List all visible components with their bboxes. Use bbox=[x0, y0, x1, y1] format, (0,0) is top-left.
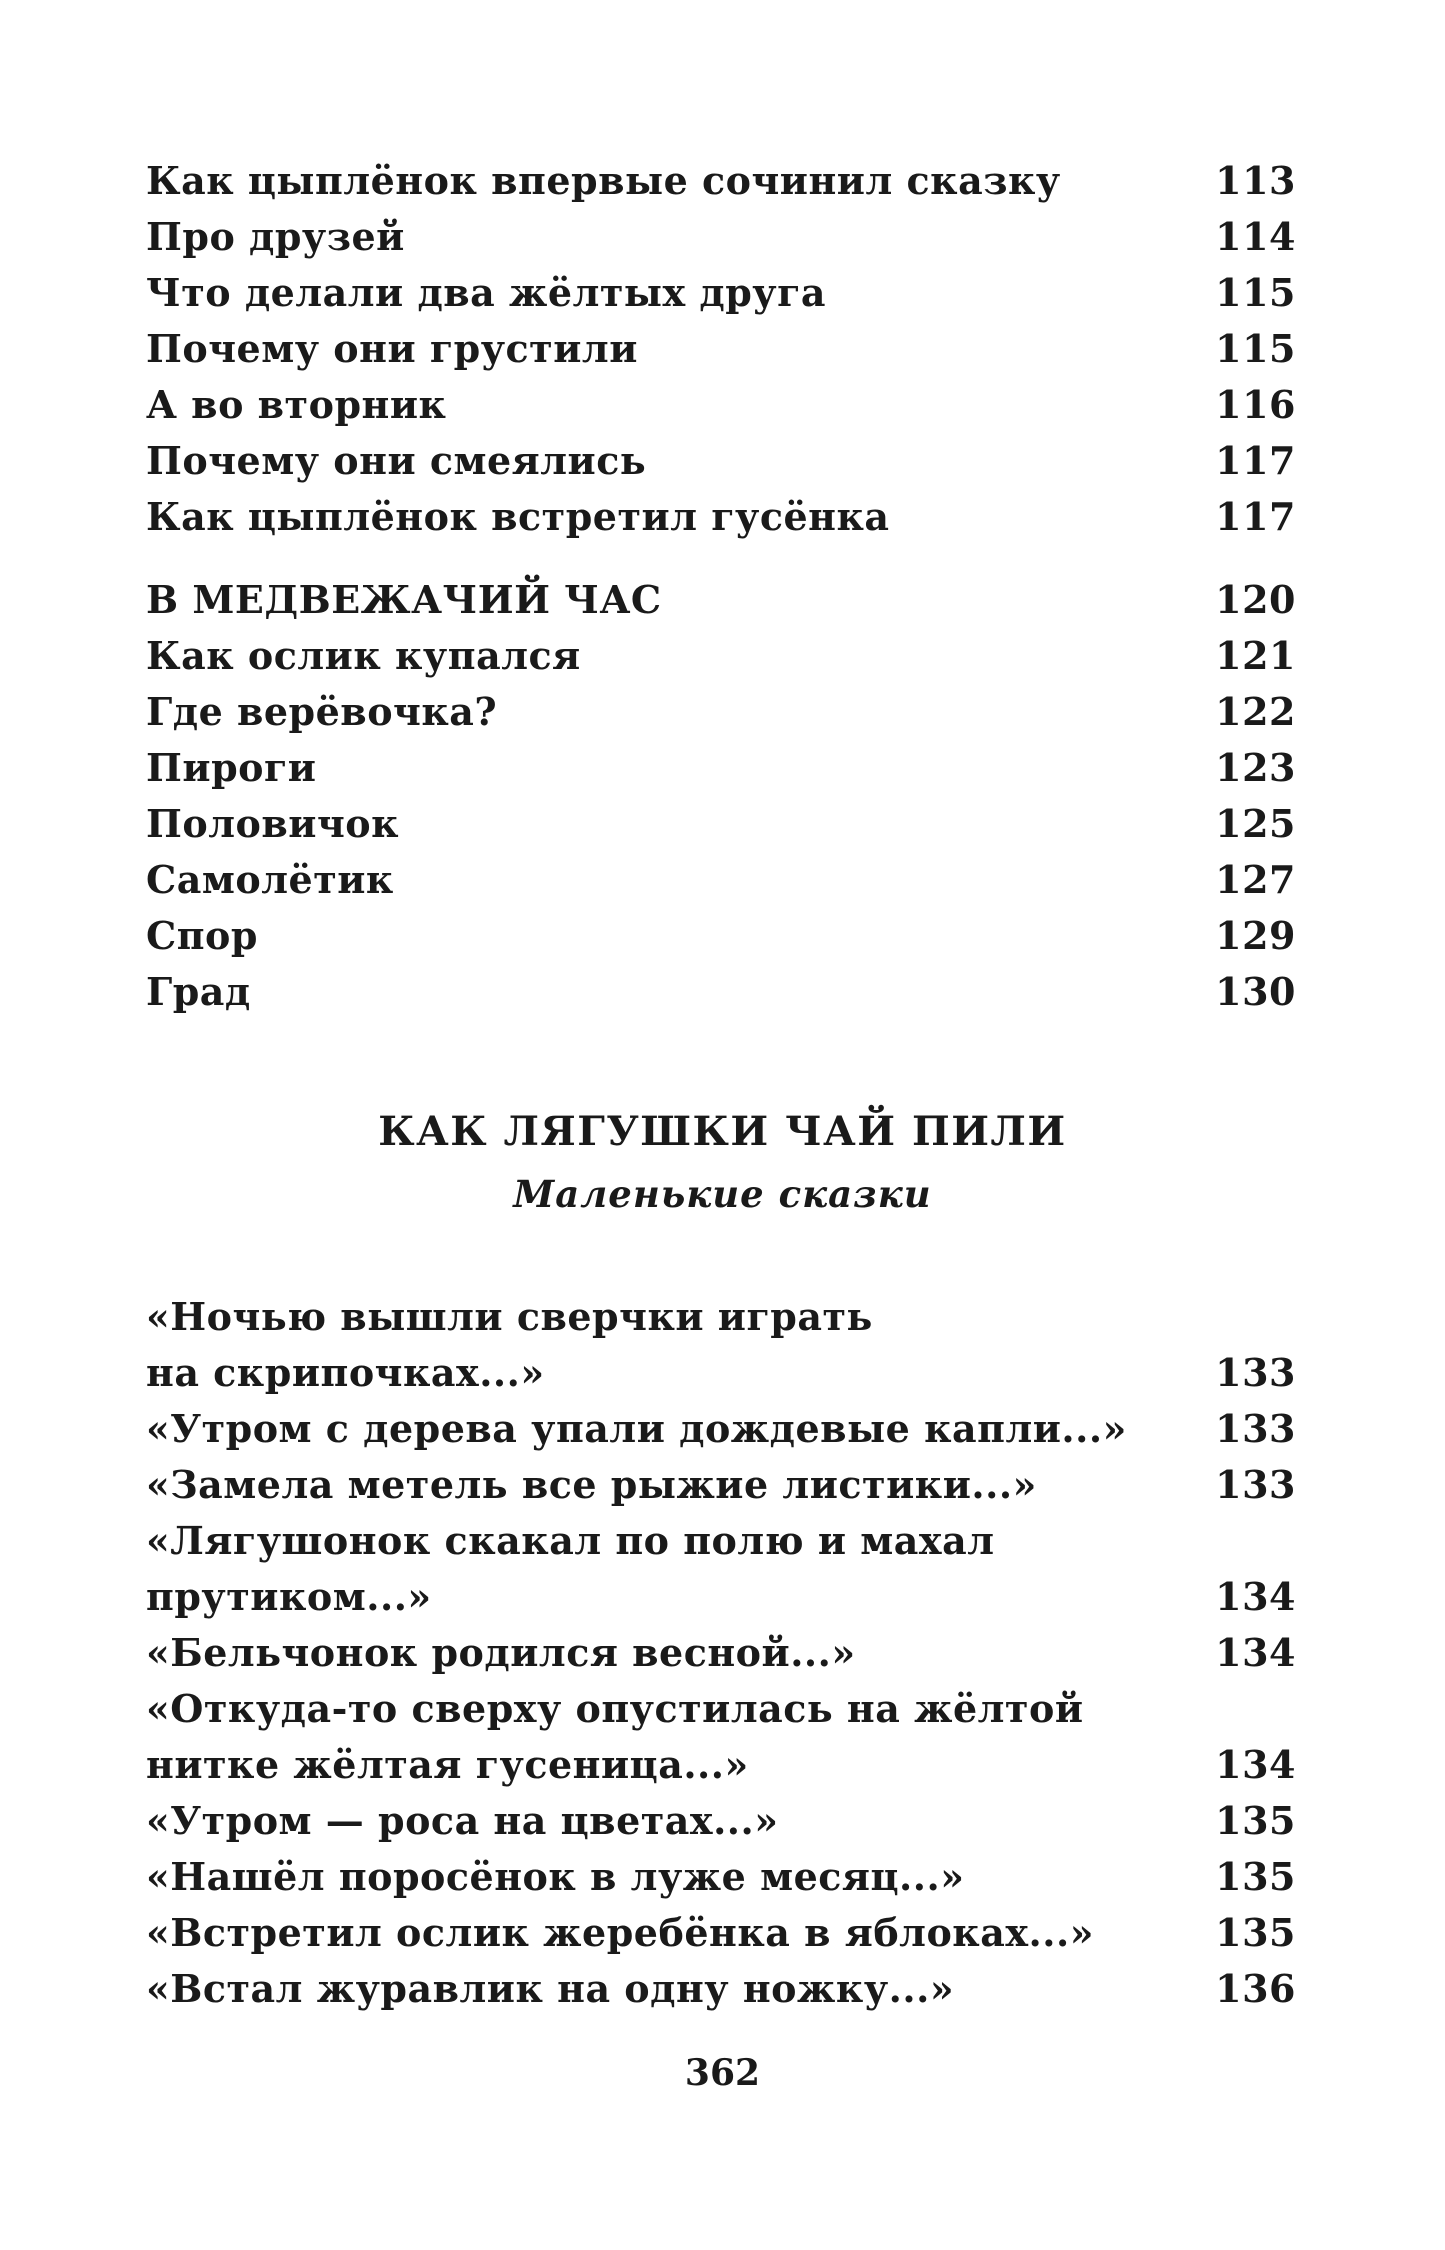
toc-entry-title: Где верёвочка? bbox=[146, 689, 498, 734]
toc-entry bbox=[146, 489, 1296, 545]
toc-entry-page: 123 bbox=[1215, 745, 1296, 790]
toc-entry-title: «Нашёл поросёнок в луже месяц...» bbox=[146, 1854, 965, 1899]
toc-entry-title: на скрипочках...» bbox=[146, 1350, 545, 1395]
toc-entry-page: 134 bbox=[1215, 1742, 1296, 1787]
toc-entry bbox=[146, 153, 1296, 209]
section-title: КАК ЛЯГУШКИ ЧАЙ ПИЛИ bbox=[378, 1108, 1067, 1155]
toc-entry-page: 120 bbox=[1215, 577, 1296, 622]
toc-entry-page: 130 bbox=[1215, 969, 1296, 1014]
toc-entry-title: Что делали два жёлтых друга bbox=[146, 270, 827, 315]
toc-entry-title: Спор bbox=[146, 913, 258, 958]
toc-entry-title: «Замела метель все рыжие листики...» bbox=[146, 1462, 1037, 1507]
toc-entry-page: 115 bbox=[1215, 270, 1296, 315]
toc-entry bbox=[146, 852, 1296, 908]
toc-entry bbox=[146, 209, 1296, 265]
toc-entry bbox=[146, 1737, 1296, 1793]
toc-entry-title: нитке жёлтая гусеница...» bbox=[146, 1742, 749, 1787]
section-subtitle: Маленькие сказки bbox=[513, 1172, 932, 1216]
toc-entry-title: «Встал журавлик на одну ножку...» bbox=[146, 1966, 955, 2011]
toc-entry bbox=[146, 1457, 1296, 1513]
toc-entry bbox=[146, 1569, 1296, 1625]
toc-entry-title: Самолётик bbox=[146, 857, 394, 902]
toc-entry bbox=[146, 628, 1296, 684]
toc-entry bbox=[146, 1849, 1296, 1905]
toc-entry-page: 134 bbox=[1215, 1574, 1296, 1619]
toc-entry bbox=[146, 684, 1296, 740]
toc-entry-page: 133 bbox=[1215, 1350, 1296, 1395]
toc-entry-title: Град bbox=[146, 969, 251, 1014]
page-number: 362 bbox=[684, 2052, 761, 2094]
toc-entry bbox=[146, 1793, 1296, 1849]
toc-entry-page: 135 bbox=[1215, 1910, 1296, 1955]
toc-entry-page: 121 bbox=[1215, 633, 1296, 678]
toc-entry bbox=[146, 1625, 1296, 1681]
toc-entry bbox=[146, 908, 1296, 964]
toc-entry bbox=[146, 572, 1296, 628]
toc-entry bbox=[146, 796, 1296, 852]
toc-entry-title: «Утром — роса на цветах...» bbox=[146, 1798, 779, 1843]
toc-entry bbox=[146, 1905, 1296, 1961]
toc-entry bbox=[146, 265, 1296, 321]
toc-entry-title: Почему они смеялись bbox=[146, 438, 647, 483]
toc-entry-page: 133 bbox=[1215, 1406, 1296, 1451]
toc-entry-title: прутиком...» bbox=[146, 1574, 432, 1619]
toc-entry-page: 115 bbox=[1215, 326, 1296, 371]
toc-entry-title: А во вторник bbox=[146, 382, 447, 427]
toc-entry-line: «Откуда-то сверху опустилась на жёлтой bbox=[146, 1686, 1084, 1731]
toc-entry-title: Про друзей bbox=[146, 214, 405, 259]
toc-entry-line: «Лягушонок скакал по полю и махал bbox=[146, 1518, 995, 1563]
toc-entry-title: «Бельчонок родился весной...» bbox=[146, 1630, 856, 1675]
toc-entry bbox=[146, 321, 1296, 377]
toc-entry-title: Почему они грустили bbox=[146, 326, 638, 371]
toc-entry-page: 117 bbox=[1215, 438, 1296, 483]
toc-entry-title: «Встретил ослик жеребёнка в яблоках...» bbox=[146, 1910, 1094, 1955]
toc-entry-page: 113 bbox=[1215, 158, 1296, 203]
toc-entry-title: Как ослик купался bbox=[146, 633, 581, 678]
toc-entry bbox=[146, 740, 1296, 796]
toc-entry-page: 127 bbox=[1215, 857, 1296, 902]
toc-entry-line: «Ночью вышли сверчки играть bbox=[146, 1294, 873, 1339]
toc-entry-page: 116 bbox=[1215, 382, 1296, 427]
toc-entry bbox=[146, 377, 1296, 433]
toc-entry-title: Как цыплёнок встретил гусёнка bbox=[146, 494, 890, 539]
toc-entry-page: 133 bbox=[1215, 1462, 1296, 1507]
toc-entry bbox=[146, 433, 1296, 489]
toc-entry bbox=[146, 1961, 1296, 2017]
toc-entry-page: 117 bbox=[1215, 494, 1296, 539]
toc-group-2 bbox=[146, 572, 1296, 1020]
toc-entry-page: 135 bbox=[1215, 1798, 1296, 1843]
toc-entry-page: 125 bbox=[1215, 801, 1296, 846]
toc-entry-page: 136 bbox=[1215, 1966, 1296, 2011]
toc-entry-page: 135 bbox=[1215, 1854, 1296, 1899]
toc-entry bbox=[146, 1345, 1296, 1401]
toc-entry-page: 114 bbox=[1215, 214, 1296, 259]
toc-entry-title: Как цыплёнок впервые сочинил сказку bbox=[146, 158, 1061, 203]
toc-group-3 bbox=[146, 1289, 1296, 2017]
toc-entry-title: Пироги bbox=[146, 745, 317, 790]
toc-group-1 bbox=[146, 153, 1296, 545]
toc-entry-title: В МЕДВЕЖАЧИЙ ЧАС bbox=[146, 577, 662, 622]
toc-entry bbox=[146, 964, 1296, 1020]
toc-entry bbox=[146, 1401, 1296, 1457]
toc-entry-page: 122 bbox=[1215, 689, 1296, 734]
toc-entry-page: 129 bbox=[1215, 913, 1296, 958]
toc-entry-page: 134 bbox=[1215, 1630, 1296, 1675]
toc-entry-title: «Утром с дерева упали дождевые капли...» bbox=[146, 1406, 1127, 1451]
toc-entry-title: Половичок bbox=[146, 801, 400, 846]
